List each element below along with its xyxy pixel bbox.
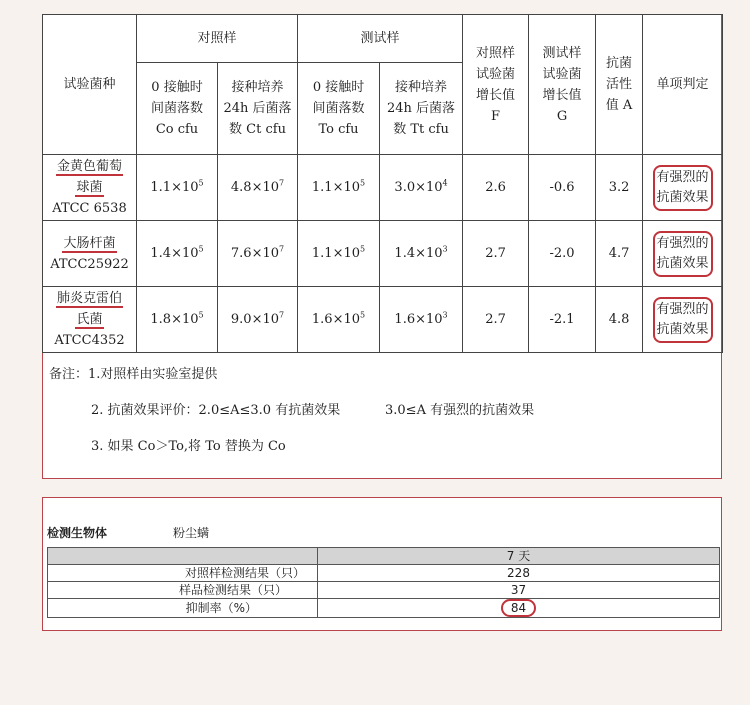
judgement-cell: [643, 155, 723, 221]
f-cell: 2.7: [463, 287, 529, 353]
header-growth-g: 测试样 试验菌 增长值 G: [529, 15, 596, 155]
a-cell: 4.8: [596, 287, 643, 353]
header-judgement: 单项判定: [643, 15, 723, 155]
dust-mite-results-table: [47, 547, 720, 618]
header-strain: 试验菌种: [43, 15, 137, 155]
to-cell: $1.1\times 10^5$: [298, 155, 380, 221]
organism-label: 检测生物体: [47, 526, 108, 540]
note-2b: 3.0≤A 有强烈的抗菌效果: [385, 403, 535, 418]
a-cell: 3.2: [596, 155, 643, 221]
note-1: 备注：1.对照样由实验室提供: [49, 367, 218, 382]
ct-cell: $7.6\times 10^7$: [218, 221, 298, 287]
tt-cell: $1.4\times 10^3$: [380, 221, 463, 287]
antibacterial-results-table: [42, 14, 723, 353]
judgement-highlight: 有强烈的 抗菌效果: [653, 297, 713, 343]
g-cell: -2.1: [529, 287, 596, 353]
ct-cell: $9.0\times 10^7$: [218, 287, 298, 353]
judgement-cell: [643, 287, 723, 353]
table-row: [48, 565, 720, 582]
table-row: [43, 287, 723, 353]
tt-cell: $3.0\times 10^4$: [380, 155, 463, 221]
header-activity-a: 抗菌 活性 值 A: [596, 15, 643, 155]
co-cell: $1.1\times 10^5$: [137, 155, 218, 221]
row-value: [318, 599, 720, 618]
period-header-blank: [48, 548, 318, 565]
header-growth-f: 对照样 试验菌 增长值 F: [463, 15, 529, 155]
header-control-0h: 0 接触时 间菌落数 Co cfu: [137, 63, 218, 155]
row-label: 对照样检测结果（只）: [48, 565, 318, 582]
co-cell: $1.4\times 10^5$: [137, 221, 218, 287]
a-cell: 4.7: [596, 221, 643, 287]
organism-value: 粉尘螨: [173, 526, 210, 540]
to-cell: $1.6\times 10^5$: [298, 287, 380, 353]
header-test-0h: 0 接触时 间菌落数 To cfu: [298, 63, 380, 155]
note-3: 3. 如果 Co＞To,将 To 替换为 Co: [91, 439, 286, 454]
inhibition-rate-highlight: 84: [501, 599, 536, 617]
strain-cell: 金黄色葡萄 球菌 ATCC 6538: [43, 155, 137, 221]
tt-cell: $1.6\times 10^3$: [380, 287, 463, 353]
g-cell: -2.0: [529, 221, 596, 287]
judgement-highlight: 有强烈的 抗菌效果: [653, 231, 713, 277]
table-row: [48, 582, 720, 599]
table-row: [48, 599, 720, 618]
period-header: 7 天: [318, 548, 720, 565]
table-row: [48, 548, 720, 565]
f-cell: 2.7: [463, 221, 529, 287]
strain-cell: 大肠杆菌 ATCC25922: [43, 221, 137, 287]
row-label: 样品检测结果（只）: [48, 582, 318, 599]
header-test-group: 测试样: [298, 15, 463, 63]
table-row: [43, 155, 723, 221]
judgement-highlight: 有强烈的 抗菌效果: [653, 165, 713, 211]
dust-mite-report-card: [42, 497, 722, 631]
to-cell: $1.1\times 10^5$: [298, 221, 380, 287]
g-cell: -0.6: [529, 155, 596, 221]
f-cell: 2.6: [463, 155, 529, 221]
header-control-group: 对照样: [137, 15, 298, 63]
row-value: 228: [318, 565, 720, 582]
co-cell: $1.8\times 10^5$: [137, 287, 218, 353]
antibacterial-report-card: [42, 14, 722, 479]
table-row: [43, 221, 723, 287]
ct-cell: $4.8\times 10^7$: [218, 155, 298, 221]
header-control-24h: 接种培养 24h 后菌落 数 Ct cfu: [218, 63, 298, 155]
strain-cell: 肺炎克雷伯 氏菌 ATCC4352: [43, 287, 137, 353]
judgement-cell: [643, 221, 723, 287]
row-value: 37: [318, 582, 720, 599]
row-label: 抑制率（%）: [48, 599, 318, 618]
note-2a: 2. 抗菌效果评价：2.0≤A≤3.0 有抗菌效果: [91, 403, 341, 418]
header-test-24h: 接种培养 24h 后菌落 数 Tt cfu: [380, 63, 463, 155]
